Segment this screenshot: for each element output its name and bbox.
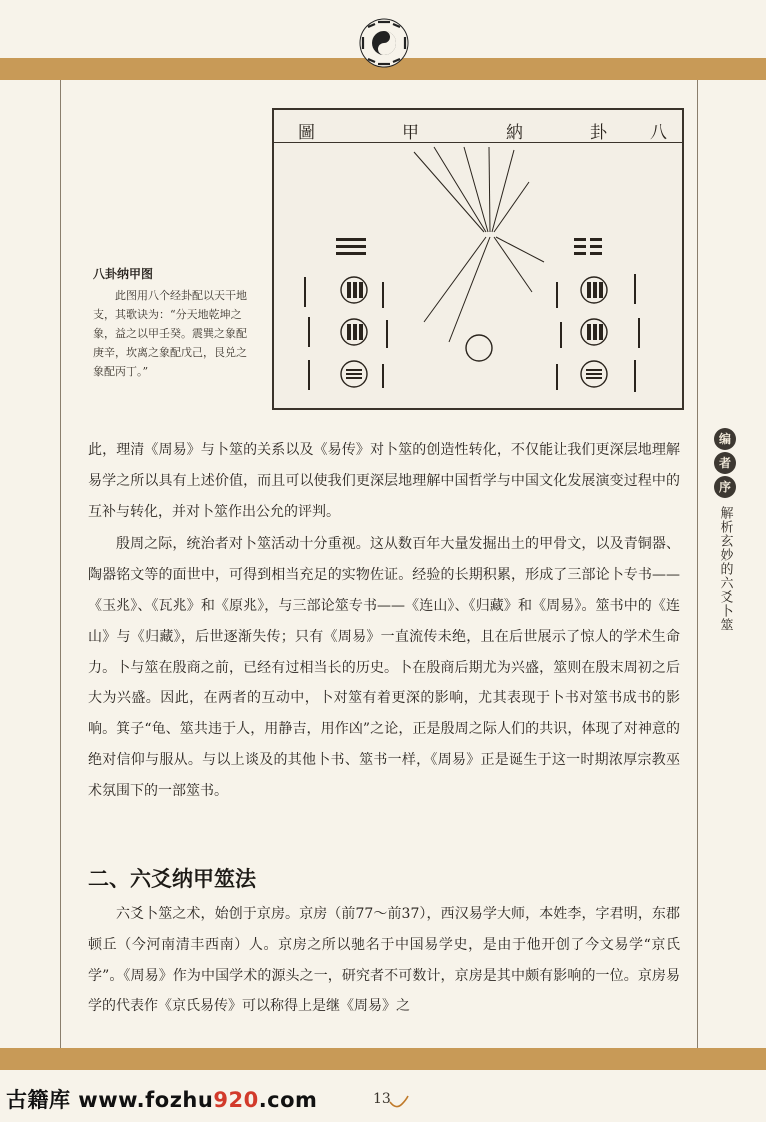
yin-yang-trigram-icon [359, 18, 409, 68]
section-heading: 二、六爻纳甲筮法 [88, 867, 256, 891]
page-number: 13 [373, 1091, 391, 1107]
footer-brand-right: .com [258, 1088, 318, 1112]
side-tab-char: 序 [714, 476, 736, 498]
footer-brand-left: 古籍库 www.fozhu [6, 1088, 214, 1112]
figure-title-char: 圖 [298, 123, 315, 143]
side-tab-char: 编 [714, 428, 736, 450]
figure-title-char: 卦 [590, 123, 607, 143]
bottom-decorative-band [0, 1048, 766, 1070]
side-tab-char: 者 [714, 452, 736, 474]
figure-title-char: 甲 [402, 123, 419, 143]
figure-caption-title: 八卦纳甲图 [93, 267, 154, 281]
paragraph: 殷周之际，统治者对卜筮活动十分重视。这从数百年大量发掘出土的甲骨文，以及青铜器、陶器铭文等的面世中，可得到相当充足的实物佐证。经验的长期积累，形成了三部论卜专书——《玉兆》、《瓦兆》和《原兆》，与三部论筮专书——《连山》、《归藏》和《周易》。筮书中的《连山》与《归藏》，后世逐渐失传；只有《周易》一直流传未绝，且在后世展示了惊人的学术生命力。卜与筮在殷商之前，已经有过相当长的历史。卜在殷商后期尤为兴盛，筮则在殷末周初之后大为兴盛。因此，在两者的互动中，卜对筮有着更深的影响，尤其表现于卜书对筮书成书的影响。箕子“龟、筮共违于人，用静吉，用作凶”之论，正是殷周之际人们的共识，体现了对神意的绝对信仰与服从。与以上谈及的其他卜书、筮书一样，《周易》正是诞生于这一时期浓厚宗教巫术氛围下的一部筮书。 [88, 536, 680, 799]
figure-caption-text: 此图用八个经卦配以天干地支，其歌诀为：“分天地乾坤之象，益之以甲壬癸。震巽之象配庚辛，坎离之象配戊己，艮兑之象配丙丁。” [93, 289, 247, 378]
body-text-block [88, 435, 680, 807]
page-frame-right [697, 80, 698, 1048]
swirl-ornament-icon [388, 1094, 410, 1110]
paragraph: 此，理清《周易》与卜筮的关系以及《易传》对卜筮的创造性转化，不仅能让我们更深层地理解易学之所以具有上述价值，而且可以使我们更深层地理解中国哲学与中国文化发展演变过程中的互补与转化，并对卜筮作出公允的评判。 [88, 442, 680, 520]
footer-watermark [6, 1084, 317, 1114]
paragraph: 六爻卜筮之术，始创于京房。京房（前77～前37），西汉易学大师，本姓李，字君明，东郡顿丘（今河南清丰西南）人。京房之所以驰名于中国易学史，是由于他开创了今文易学“京氏学”。《周易》作为中国学术的源头之一，研究者不可数计，京房是其中颇有影响的一位。京房易学的代表作《京氏易传》可以称得上是继《周易》之 [88, 906, 680, 1015]
bagua-diagram [274, 142, 682, 408]
figure-title-row [274, 114, 682, 143]
figure-title-char: 納 [506, 123, 523, 143]
footer-brand-red: 920 [213, 1088, 259, 1112]
side-tab-vertical-title: 解析玄妙的六爻卜筮 [717, 506, 733, 632]
bagua-najia-figure [272, 108, 684, 410]
figure-title-char: 八 [650, 123, 667, 143]
page-frame-left [60, 80, 61, 1048]
chapter-side-tab [705, 428, 745, 632]
section-body-text [88, 899, 680, 1022]
